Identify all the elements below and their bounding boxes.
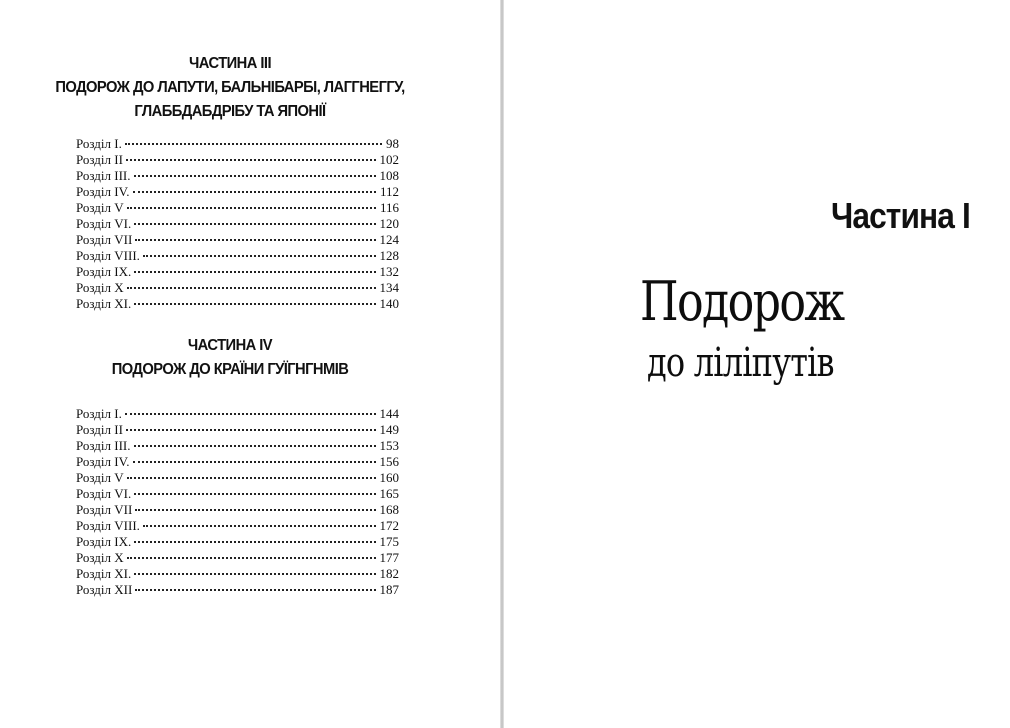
toc-dot-leader — [134, 270, 375, 273]
part4-toc — [76, 406, 399, 598]
toc-chapter-label: Розділ XII — [76, 582, 133, 597]
toc-page-number: 168 — [379, 502, 399, 517]
toc-page-number: 187 — [379, 582, 399, 597]
toc-entry — [76, 216, 399, 232]
toc-entry — [76, 136, 399, 152]
toc-dot-leader — [134, 540, 375, 543]
toc-dot-leader — [135, 508, 375, 511]
toc-entry — [76, 486, 399, 502]
toc-page-number: 140 — [379, 296, 399, 311]
toc-entry — [76, 502, 399, 518]
toc-chapter-label: Розділ III. — [76, 168, 131, 183]
toc-page-number: 120 — [379, 216, 399, 231]
toc-entry — [76, 566, 399, 582]
toc-chapter-label: Розділ VIII. — [76, 518, 140, 533]
toc-dot-leader — [125, 142, 382, 145]
toc-page-number: 182 — [379, 566, 399, 581]
toc-entry — [76, 454, 399, 470]
toc-chapter-label: Розділ VIII. — [76, 248, 140, 263]
toc-dot-leader — [134, 222, 375, 225]
toc-page-number: 124 — [379, 232, 399, 247]
toc-dot-leader — [134, 302, 375, 305]
toc-entry — [76, 534, 399, 550]
toc-page-number: 132 — [379, 264, 399, 279]
toc-dot-leader — [126, 158, 376, 161]
toc-dot-leader — [127, 476, 376, 479]
toc-page-number: 156 — [379, 454, 399, 469]
toc-page-number: 108 — [379, 168, 399, 183]
part4-heading-line: ПОДОРОЖ ДО КРАЇНИ ГУЇГНГНМІВ — [111, 361, 349, 378]
part3-heading-line: ЧАСТИНА III — [189, 55, 271, 72]
toc-entry — [76, 582, 399, 598]
toc-page-number: 153 — [379, 438, 399, 453]
toc-chapter-label: Розділ I. — [76, 406, 122, 421]
toc-dot-leader — [133, 460, 376, 463]
toc-entry — [76, 470, 399, 486]
toc-dot-leader — [143, 524, 376, 527]
toc-entry — [76, 168, 399, 184]
toc-page-number: 98 — [386, 136, 399, 151]
toc-page-number: 144 — [379, 406, 399, 421]
toc-chapter-label: Розділ V — [76, 200, 124, 215]
toc-entry — [76, 264, 399, 280]
toc-entry — [76, 518, 399, 534]
toc-entry — [76, 406, 399, 422]
part-title-sub: до ліліпутів — [647, 340, 834, 386]
toc-chapter-label: Розділ X — [76, 550, 124, 565]
toc-dot-leader — [127, 286, 376, 289]
toc-chapter-label: Розділ X — [76, 280, 124, 295]
toc-chapter-label: Розділ II — [76, 152, 123, 167]
left-page — [0, 0, 500, 728]
part-label: Частина I — [831, 195, 970, 236]
toc-page-number: 149 — [379, 422, 399, 437]
toc-chapter-label: Розділ IV. — [76, 454, 130, 469]
toc-chapter-label: Розділ VI. — [76, 486, 132, 501]
toc-chapter-label: Розділ XI. — [76, 566, 132, 581]
toc-chapter-label: Розділ VI. — [76, 216, 132, 231]
toc-dot-leader — [126, 428, 376, 431]
toc-entry — [76, 422, 399, 438]
toc-chapter-label: Розділ III. — [76, 438, 131, 453]
toc-page-number: 102 — [379, 152, 399, 167]
toc-dot-leader — [127, 206, 376, 209]
toc-page-number: 175 — [379, 534, 399, 549]
toc-entry — [76, 184, 399, 200]
part3-heading-line: ПОДОРОЖ ДО ЛАПУТИ, БАЛЬНІБАРБІ, ЛАГГНЕГГУ, — [55, 79, 405, 96]
toc-chapter-label: Розділ VII — [76, 502, 133, 517]
toc-dot-leader — [135, 238, 375, 241]
toc-chapter-label: Розділ I. — [76, 136, 122, 151]
toc-dot-leader — [134, 444, 376, 447]
toc-dot-leader — [134, 572, 375, 575]
toc-chapter-label: Розділ V — [76, 470, 124, 485]
part3-toc — [76, 136, 399, 312]
toc-entry — [76, 550, 399, 566]
toc-chapter-label: Розділ XI. — [76, 296, 132, 311]
toc-chapter-label: Розділ IV. — [76, 184, 130, 199]
toc-entry — [76, 232, 399, 248]
toc-entry — [76, 200, 399, 216]
toc-page-number: 177 — [379, 550, 399, 565]
part3-heading-line: ГЛАББДАБДРІБУ ТА ЯПОНІЇ — [134, 103, 326, 120]
toc-entry — [76, 296, 399, 312]
toc-dot-leader — [134, 174, 376, 177]
toc-page-number: 128 — [379, 248, 399, 263]
toc-dot-leader — [125, 412, 376, 415]
toc-dot-leader — [133, 190, 376, 193]
part4-heading-line: ЧАСТИНА IV — [187, 337, 273, 354]
toc-page-number: 116 — [379, 200, 399, 215]
toc-page-number: 172 — [379, 518, 399, 533]
toc-chapter-label: Розділ IX. — [76, 534, 132, 549]
toc-dot-leader — [134, 492, 375, 495]
part4-heading — [37, 334, 423, 382]
toc-chapter-label: Розділ VII — [76, 232, 133, 247]
toc-page-number: 112 — [379, 184, 399, 199]
toc-entry — [76, 438, 399, 454]
toc-chapter-label: Розділ IX. — [76, 264, 132, 279]
toc-page-number: 134 — [379, 280, 399, 295]
toc-entry — [76, 280, 399, 296]
toc-page-number: 165 — [379, 486, 399, 501]
toc-entry — [76, 248, 399, 264]
toc-dot-leader — [143, 254, 376, 257]
toc-dot-leader — [127, 556, 376, 559]
toc-chapter-label: Розділ II — [76, 422, 123, 437]
toc-dot-leader — [135, 588, 375, 591]
part3-heading — [37, 52, 423, 124]
toc-entry — [76, 152, 399, 168]
toc-page-number: 160 — [379, 470, 399, 485]
part-title-main: Подорож — [640, 270, 844, 333]
